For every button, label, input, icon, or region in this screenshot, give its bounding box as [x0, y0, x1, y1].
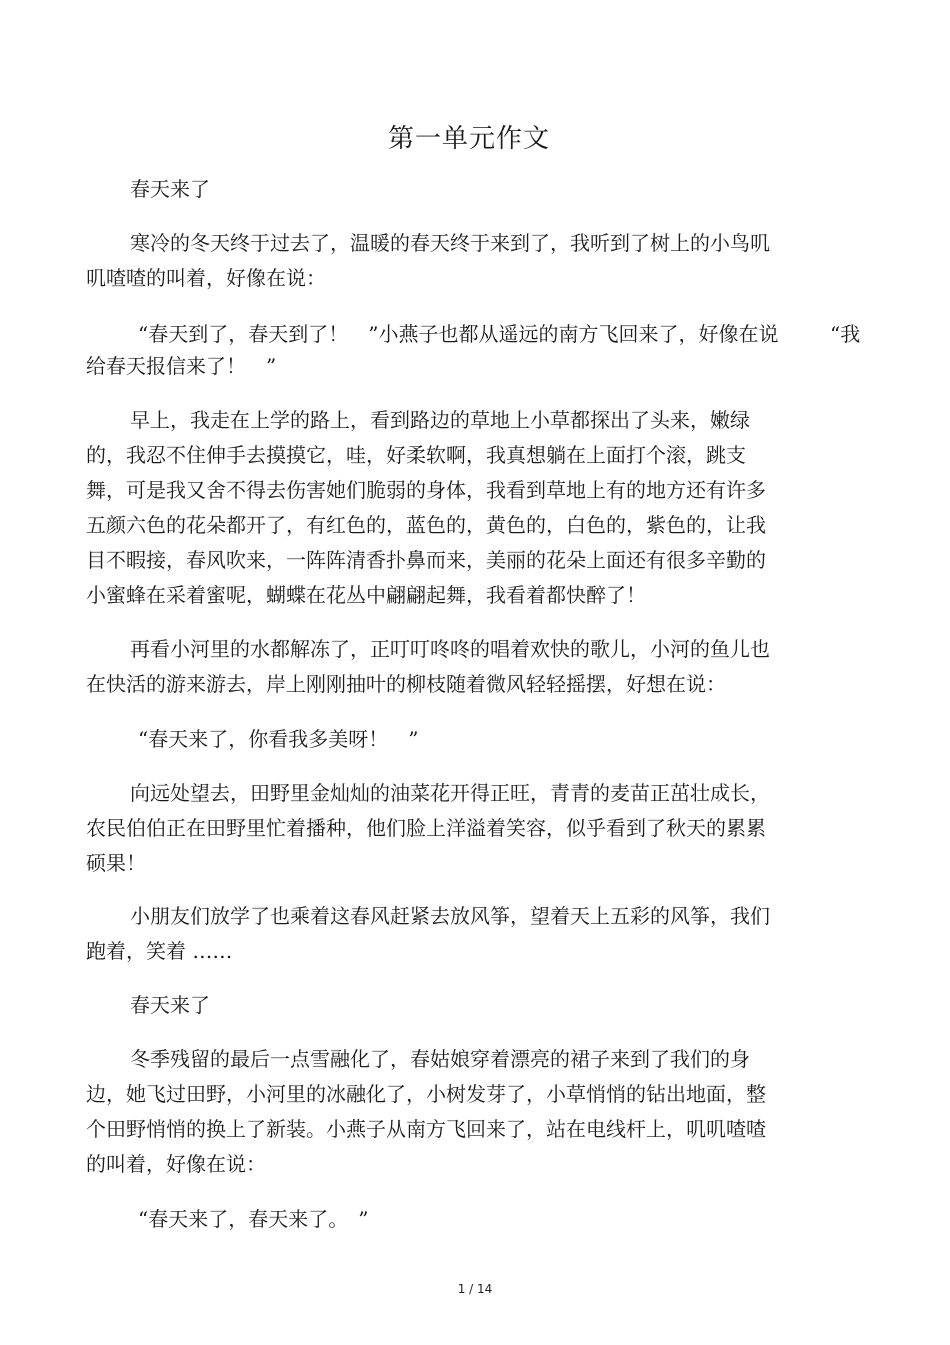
- text-line: “我: [830, 322, 861, 346]
- text-line: 早上，我走在上学的路上，看到路边的草地上小草都探出了头来，嫩绿: [130, 408, 750, 432]
- text-line: 在快活的游来游去，岸上刚刚抽叶的柳枝随着微风轻轻摇摆，好想在说：: [86, 672, 726, 696]
- text-line: 向远处望去，田野里金灿灿的油菜花开得正旺，青青的麦苗正茁壮成长，: [130, 781, 770, 805]
- page-number: 1 / 14: [457, 1282, 493, 1296]
- text-line: 的叫着，好像在说：: [86, 1152, 266, 1176]
- text-line: 舞，可是我又舍不得去伤害她们脆弱的身体，我看到草地上有的地方还有许多: [86, 478, 766, 502]
- text-line: 硕果！: [86, 851, 146, 875]
- text-line: 个田野悄悄的换上了新装。小燕子从南方飞回来了，站在电线杆上，叽叽喳喳: [86, 1117, 766, 1141]
- text-line: 跑着，笑着 ……: [86, 939, 233, 963]
- text-line: 目不暇接，春风吹来，一阵阵清香扑鼻而来，美丽的花朵上面还有很多辛勤的: [86, 548, 766, 572]
- text-line: 五颜六色的花朵都开了，有红色的，蓝色的，黄色的，白色的，紫色的，让我: [86, 513, 766, 537]
- text-line: 给春天报信来了！ ”: [86, 354, 277, 378]
- page-title: 第一单元作文: [387, 124, 550, 154]
- text-line: 农民伯伯正在田野里忙着播种，他们脸上洋溢着笑容，似乎看到了秋天的累累: [86, 816, 766, 840]
- quote-line: “春天来了，春天来了。 ”: [138, 1207, 369, 1231]
- text-line: 的，我忍不住伸手去摸摸它，哇，好柔软啊，我真想躺在上面打个滚，跳支: [86, 443, 746, 467]
- section-heading: 春天来了: [130, 993, 210, 1017]
- text-line: 叽喳喳的叫着，好像在说：: [86, 266, 326, 290]
- text-line: 再看小河里的水都解冻了，正叮叮咚咚的唱着欢快的歌儿，小河的鱼儿也: [130, 637, 770, 661]
- section-heading: 春天来了: [130, 177, 210, 201]
- text-line: 小蜜蜂在采着蜜呢，蝴蝶在花丛中翩翩起舞，我看着都快醉了！: [86, 583, 646, 607]
- text-line: 小朋友们放学了也乘着这春风赶紧去放风筝，望着天上五彩的风筝，我们: [130, 904, 770, 928]
- quote-line: “春天来了，你看我多美呀！ ”: [138, 727, 419, 751]
- quote-line: “春天到了，春天到了！ ”小燕子也都从遥远的南方飞回来了，好像在说: [138, 322, 779, 346]
- text-line: 冬季残留的最后一点雪融化了，春姑娘穿着漂亮的裙子来到了我们的身: [130, 1047, 750, 1071]
- text-line: 边，她飞过田野，小河里的冰融化了，小树发芽了，小草悄悄的钻出地面，整: [86, 1082, 766, 1106]
- text-line: 寒冷的冬天终于过去了，温暖的春天终于来到了，我听到了树上的小鸟叽: [130, 231, 770, 255]
